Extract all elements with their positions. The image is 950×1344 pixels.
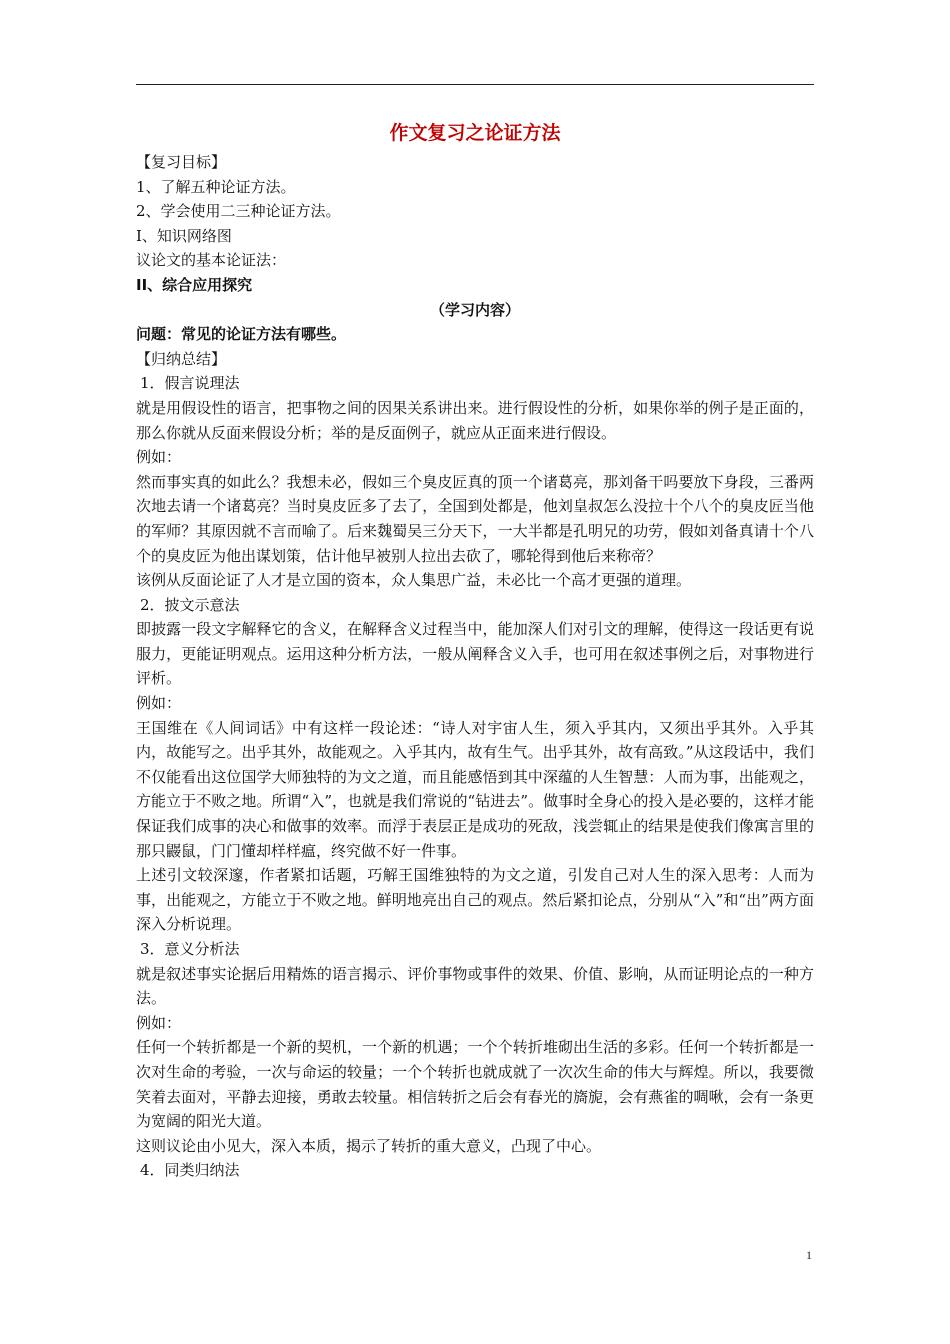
paragraph: 这则议论由小见大，深入本质，揭示了转折的重大意义，凸现了中心。 (136, 1136, 602, 1155)
paragraph: （学习内容） (429, 300, 520, 319)
paragraph: 王国维在《人间词话》中有这样一段论述：“诗人对宇宙人生，须入乎其内，又须出乎其外。入乎其内，故能写之。出乎其外，故能观之。入乎其内，故有生气。出乎其外，故有高致。”从这段话中，我们不仅能看出这位国学大师独特的为文之道，而且能感悟到其中深蕴的人生智慧：人而为事，出能观之，方能立于不败之地。所谓“入”，也就是我们常说的“钻进去”。做事时全身心的投入是必要的，这样才能保证我们成事的决心和做事的效率。而浮于表层正是成功的死敌，浅尝辄止的结果是使我们像寓言里的那只鼹鼠，门门懂却样样瘟，终究做不好一件事。 (136, 718, 814, 860)
paragraph: 即披露一段文字解释它的含义，在解释含义过程当中，能加深人们对引文的理解，使得这一段话更有说服力，更能证明观点。运用这种分析方法，一般从阐释含义入手，也可用在叙述事例之后，对事物进行评析。 (136, 620, 814, 688)
document-body (136, 118, 814, 1183)
paragraph: II、综合应用探究 (136, 275, 253, 294)
paragraph: 任何一个转折都是一个新的契机，一个新的机遇；一个个转折堆砌出生活的多彩。任何一个转折都是一次对生命的考验，一次与命运的较量；一个个转折也就成就了一次次生命的伟大与辉煌。所以，我要微笑着去面对，平静去迎接，勇敢去较量。相信转折之后会有春光的旖旎，会有燕雀的啁啾，会有一条更为宽阔的阳光大道。 (136, 1038, 814, 1131)
paragraph: 1．假言说理法 (140, 374, 240, 393)
paragraph: 3．意义分析法 (140, 940, 240, 958)
paragraph: 2．披文示意法 (140, 595, 240, 614)
page-number: 1 (806, 1248, 812, 1262)
paragraph: 4．同类归纳法 (140, 1161, 240, 1180)
paragraph: 该例从反面论证了人才是立国的资本，众人集思广益，未必比一个高才更强的道理。 (136, 571, 692, 590)
paragraph: 问题：常见的论证方法有哪些。 (136, 325, 347, 344)
paragraph: 上述引文较深邃，作者紧扣话题，巧解王国维独特的为文之道，引发自己对人生的深入思考：人而为事，出能观之，方能立于不败之地。鲜明地亮出自己的观点。然后紧扣论点，分别从“入”和“出”两方面深入分析说理。 (136, 866, 814, 934)
paragraph: 【复习目标】 (136, 153, 227, 171)
paragraph: 例如： (136, 1013, 182, 1032)
paragraph: 然而事实真的如此么？我想未必，假如三个臭皮匠真的顶一个诸葛亮，那刘备干吗要放下身段，三番两次地去请一个诸葛亮？当时臭皮匠多了去了，全国到处都是，他刘皇叔怎么没拉十个八个的臭皮匠当他的军师？其原因就不言而喻了。后来魏蜀吴三分天下，一大半都是孔明兄的功劳，假如刘备真请十个八个的臭皮匠为他出谋划策，估计他早被别人拉出去砍了，哪轮得到他后来称帝？ (136, 472, 814, 565)
paragraph: 【归纳总结】 (136, 349, 227, 368)
paragraph: 例如： (136, 694, 182, 713)
paragraph: 1、了解五种论证方法。 (136, 177, 296, 196)
header-rule (136, 84, 814, 85)
paragraph: 议论文的基本论证法： (136, 251, 287, 270)
paragraph: 例如： (136, 448, 182, 467)
paragraph: 2、学会使用二三种论证方法。 (136, 202, 341, 221)
document-title: 作文复习之论证方法 (389, 122, 561, 144)
paragraph: I、知识网络图 (136, 226, 232, 245)
document-content (136, 150, 814, 1183)
paragraph: 就是叙述事实论据后用精炼的语言揭示、评价事物或事件的效果、价值、影响，从而证明论点的一种方法。 (136, 964, 814, 1008)
paragraph: 就是用假设性的语言，把事物之间的因果关系讲出来。进行假设性的分析，如果你举的例子是正面的，那么你就从反面来假设分析；举的是反面例子，就应从正面来进行假设。 (136, 398, 814, 442)
